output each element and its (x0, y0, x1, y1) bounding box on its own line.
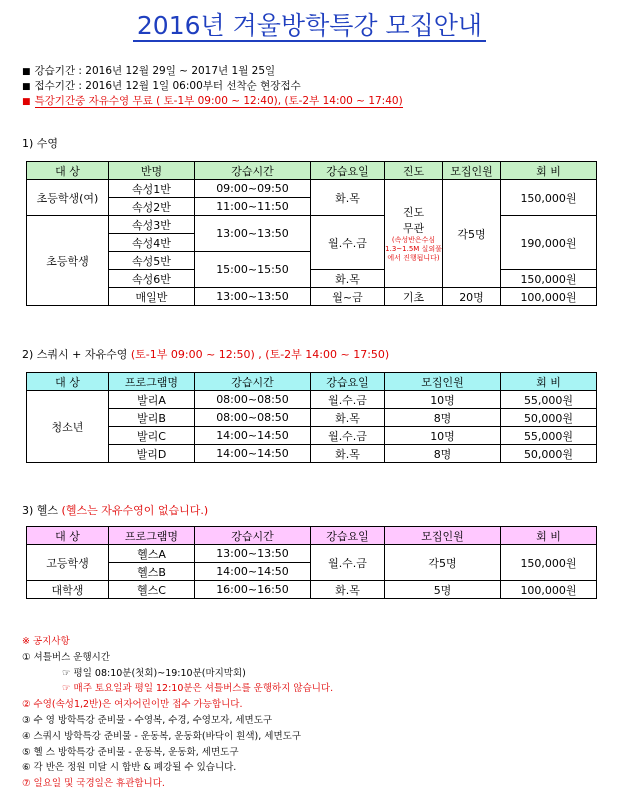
square-bullet-icon: ■ (22, 67, 31, 77)
swim-header-progress: 진도 (385, 162, 443, 180)
notice-1b: ☞ 매주 토요일과 평일 12:10분은 셔틀버스를 운행하지 않습니다. (62, 683, 334, 695)
swim-time-2: 11:00~11:50 (195, 198, 311, 216)
notice-4: ④ 스쿼시 방학특강 준비물 - 운동복, 운동화(바닥이 흰색), 세면도구 (22, 730, 301, 742)
swim-heading: 1) 수영 (22, 137, 59, 150)
swim-class-4: 속성4반 (109, 234, 195, 252)
swim-progress-daily: 기초 (385, 288, 443, 306)
swim-group-elem: 초등학생 (27, 216, 109, 306)
swim-count-daily: 20명 (443, 288, 501, 306)
squash-count-c: 10명 (385, 427, 501, 445)
squash-time-d: 14:00~14:50 (195, 445, 311, 463)
health-header-days: 강습요일 (311, 527, 385, 545)
squash-program-a: 발리A (109, 391, 195, 409)
swim-class-5: 속성5반 (109, 252, 195, 270)
swim-days-tt-1: 화.목 (311, 180, 385, 216)
squash-header-time: 강습시간 (195, 373, 311, 391)
notice-header: ※ 공지사항 (22, 636, 70, 647)
squash-fee-c: 55,000원 (501, 427, 597, 445)
swim-header-time: 강습시간 (195, 162, 311, 180)
squash-days-b: 화.목 (311, 409, 385, 427)
swim-class-2: 속성2반 (109, 198, 195, 216)
health-fee-univ: 100,000원 (501, 581, 597, 599)
swim-class-3: 속성3반 (109, 216, 195, 234)
health-program-b: 헬스B (109, 563, 195, 581)
swim-class-6: 속성6반 (109, 270, 195, 288)
squash-program-b: 발리B (109, 409, 195, 427)
squash-program-c: 발리C (109, 427, 195, 445)
squash-days-a: 월.수.금 (311, 391, 385, 409)
notice-6: ⑥ 각 반은 정원 미달 시 합반 & 폐강될 수 있습니다. (22, 762, 237, 774)
info-registration: ■ 접수기간 : 2016년 12월 1일 06:00부터 선착순 현장접수 (22, 80, 301, 92)
squash-fee-a: 55,000원 (501, 391, 597, 409)
notice-1: ① 셔틀버스 운행시간 (22, 651, 110, 663)
squash-header-count: 모집인원 (385, 373, 501, 391)
swim-table (26, 161, 597, 306)
swim-time-1: 09:00~09:50 (195, 180, 311, 198)
squash-fee-d: 50,000원 (501, 445, 597, 463)
notice-3: ③ 수 영 방학특강 준비물 - 수영복, 수경, 수영모자, 세면도구 (22, 714, 273, 726)
squash-header-target: 대 상 (27, 373, 109, 391)
swim-fee-3: 150,000원 (501, 270, 597, 288)
health-header-fee: 회 비 (501, 527, 597, 545)
health-count-univ: 5명 (385, 581, 501, 599)
squash-heading: 2) 스쿼시 + 자유수영 (토-1부 09:00 ~ 12:50) , (토-2부 14:00 ~ 17:50) (22, 348, 390, 361)
health-heading: 3) 헬스 (헬스는 자유수영이 없습니다.) (22, 504, 209, 517)
health-header-time: 강습시간 (195, 527, 311, 545)
squash-group: 청소년 (27, 391, 109, 463)
squash-count-b: 8명 (385, 409, 501, 427)
squash-days-c: 월.수.금 (311, 427, 385, 445)
squash-fee-b: 50,000원 (501, 409, 597, 427)
swim-header-class: 반명 (109, 162, 195, 180)
swim-days-tt-2: 화.목 (311, 270, 385, 288)
squash-time-c: 14:00~14:50 (195, 427, 311, 445)
health-time-b: 14:00~14:50 (195, 563, 311, 581)
swim-time-4: 15:00~15:50 (195, 252, 311, 288)
swim-count: 각5명 (443, 180, 501, 288)
squash-count-d: 8명 (385, 445, 501, 463)
squash-table (26, 372, 597, 463)
squash-days-d: 화.목 (311, 445, 385, 463)
swim-days-mwf: 월.수.금 (311, 216, 385, 270)
health-count-high: 각5명 (385, 545, 501, 581)
swim-progress: 진도 무관 (속성반은수심 1.3~1.5M 실외풀에서 진행됩니다) (385, 180, 443, 288)
health-header-program: 프로그램명 (109, 527, 195, 545)
health-table (26, 526, 597, 599)
health-time-c: 16:00~16:50 (195, 581, 311, 599)
squash-program-d: 발리D (109, 445, 195, 463)
health-days-univ: 화.목 (311, 581, 385, 599)
squash-time-b: 08:00~08:50 (195, 409, 311, 427)
squash-header-days: 강습요일 (311, 373, 385, 391)
notice-5: ⑤ 헬 스 방학특강 준비물 - 운동복, 운동화, 세면도구 (22, 746, 239, 758)
health-days-high: 월.수.금 (311, 545, 385, 581)
page-title-text: 2016년 겨울방학특강 모집안내 (133, 11, 486, 42)
health-program-a: 헬스A (109, 545, 195, 563)
swim-header-target: 대 상 (27, 162, 109, 180)
info-free-swim: ■ 특강기간중 자유수영 무료 ( 토-1부 09:00 ~ 12:40), (토-2부 14:00 ~ 17:40) (22, 95, 403, 107)
squash-count-a: 10명 (385, 391, 501, 409)
square-bullet-icon: ■ (22, 82, 31, 92)
notice-block (22, 634, 333, 792)
swim-time-3: 13:00~13:50 (195, 216, 311, 252)
info-block (22, 64, 403, 109)
info-period: ■ 강습기간 : 2016년 12월 29일 ~ 2017년 1월 25일 (22, 65, 276, 77)
health-program-c: 헬스C (109, 581, 195, 599)
notice-7: ⑦ 일요일 및 국경일은 휴관합니다. (22, 778, 165, 790)
swim-fee-1: 150,000원 (501, 180, 597, 216)
swim-header-days: 강습요일 (311, 162, 385, 180)
swim-class-daily: 매일반 (109, 288, 195, 306)
swim-group-elem-girls: 초등학생(여) (27, 180, 109, 216)
swim-time-daily: 13:00~13:50 (195, 288, 311, 306)
squash-header-program: 프로그램명 (109, 373, 195, 391)
swim-fee-daily: 100,000원 (501, 288, 597, 306)
page-title (0, 6, 619, 38)
health-time-a: 13:00~13:50 (195, 545, 311, 563)
health-header-count: 모집인원 (385, 527, 501, 545)
squash-header-fee: 회 비 (501, 373, 597, 391)
squash-time-a: 08:00~08:50 (195, 391, 311, 409)
notice-1a: ☞ 평일 08:10분(첫회)~19:10분(마지막회) (62, 667, 246, 679)
swim-class-1: 속성1반 (109, 180, 195, 198)
health-header-target: 대 상 (27, 527, 109, 545)
swim-days-daily: 월~금 (311, 288, 385, 306)
swim-fee-2: 190,000원 (501, 216, 597, 270)
health-group-high: 고등학생 (27, 545, 109, 581)
square-bullet-icon: ■ (22, 97, 31, 107)
swim-header-count: 모집인원 (443, 162, 501, 180)
health-group-univ: 대학생 (27, 581, 109, 599)
notice-2: ② 수영(속성1,2반)은 여자어린이만 접수 가능합니다. (22, 699, 243, 711)
swim-header-fee: 회 비 (501, 162, 597, 180)
health-fee-high: 150,000원 (501, 545, 597, 581)
